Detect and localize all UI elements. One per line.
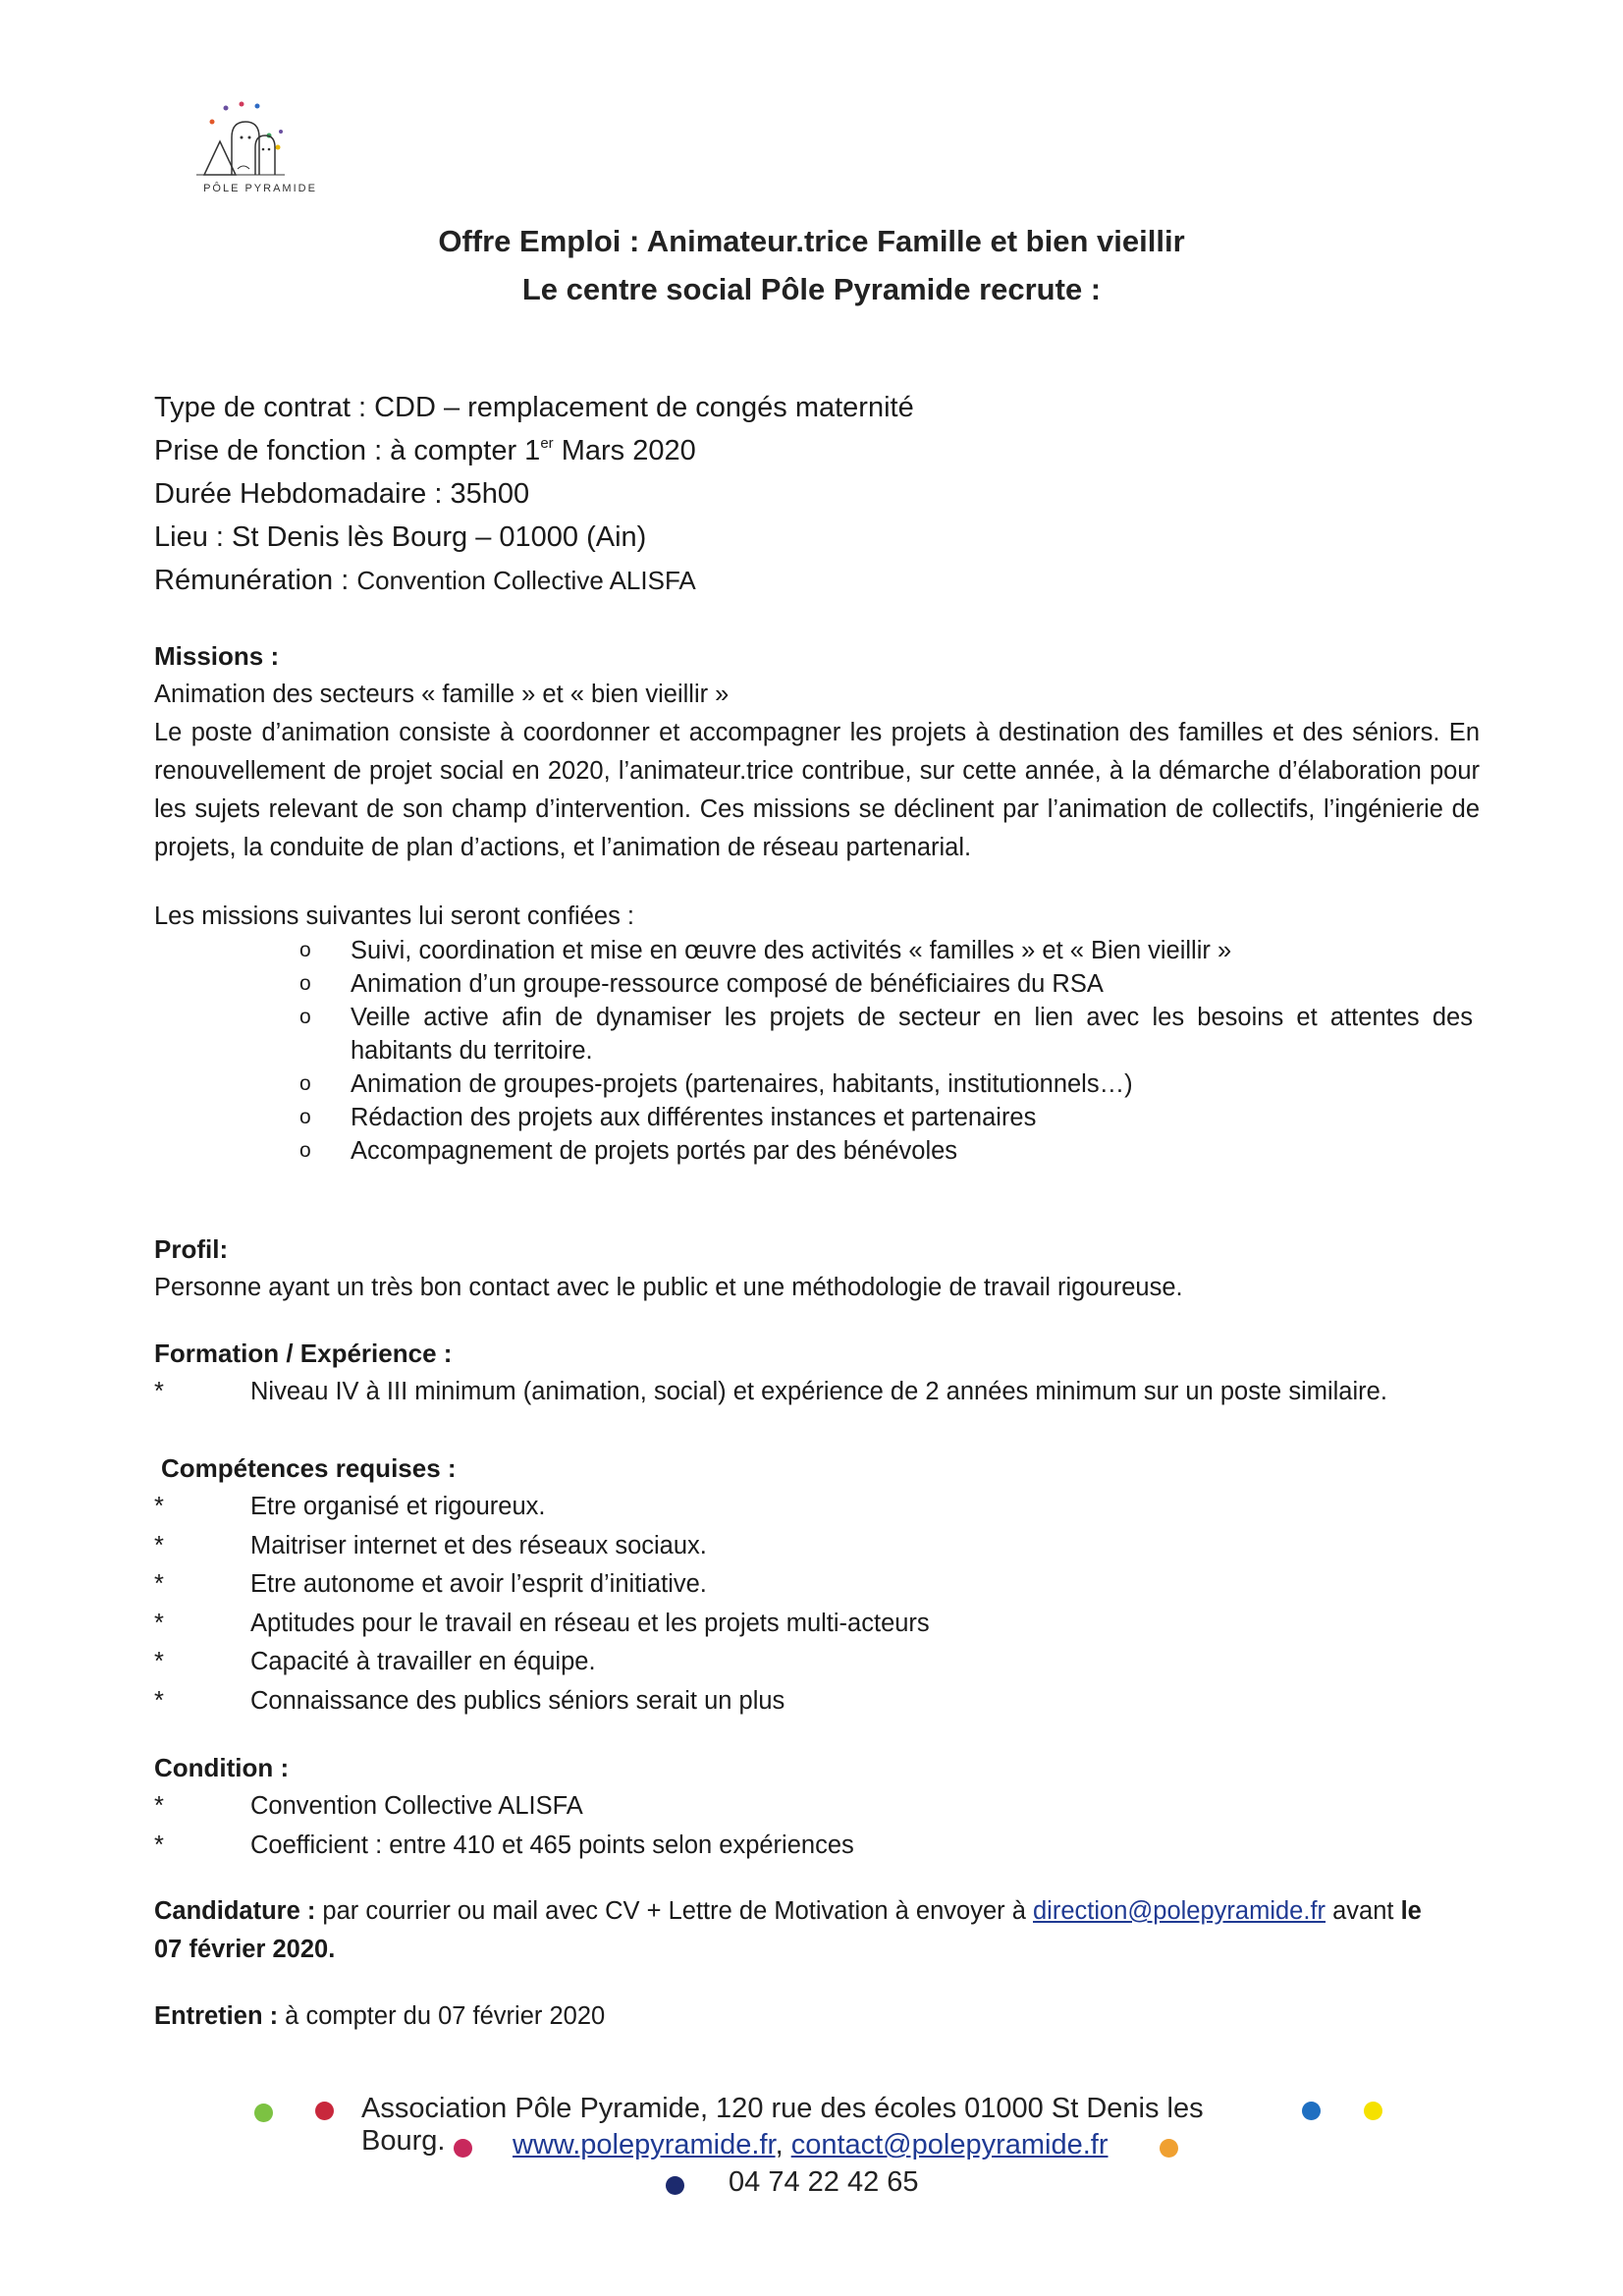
- logo-name: PÔLE PYRAMIDE: [203, 183, 317, 194]
- missions-list-intro: [154, 898, 1480, 936]
- list-item: * Convention Collective ALISFA: [154, 1792, 583, 1820]
- list-item: * Etre autonome et avoir l’esprit d’initiative.: [154, 1570, 707, 1598]
- logo-figures-icon: [187, 98, 334, 187]
- red-dot-icon: [315, 2102, 334, 2120]
- competences-heading: Compétences requises :: [161, 1453, 457, 1483]
- candidature-section: [154, 1892, 1480, 1969]
- candidature-deadline: 07 février 2020.: [154, 1936, 336, 1963]
- profil-section: [154, 1230, 1480, 1307]
- competences-section: [154, 1449, 1480, 1721]
- missions-list: [299, 934, 1473, 1168]
- contract-details: [154, 386, 1480, 602]
- list-item: * Etre organisé et rigoureux.: [154, 1493, 546, 1520]
- contract-type: Type de contrat : CDD – remplacement de congés maternité: [154, 392, 914, 423]
- profil-text: Personne ayant un très bon contact avec le public et une méthodologie de travail rigoureuse.: [154, 1274, 1183, 1301]
- list-item: * Coefficient : entre 410 et 465 points selon expériences: [154, 1831, 854, 1859]
- yellow-dot-icon: [1364, 2102, 1382, 2120]
- list-item: o Rédaction des projets aux différentes instances et partenaires: [299, 1104, 1037, 1131]
- profil-heading: Profil:: [154, 1234, 229, 1264]
- list-item: * Aptitudes pour le travail en réseau et les projets multi-acteurs: [154, 1609, 930, 1637]
- missions-subtitle: Animation des secteurs « famille » et « bien vieillir »: [154, 681, 730, 708]
- formation-section: [154, 1335, 1480, 1412]
- list-item: o Animation de groupes-projets (partenaires, habitants, institutionnels…): [299, 1070, 1133, 1098]
- list-item: * Capacité à travailler en équipe.: [154, 1648, 596, 1675]
- missions-paragraph: Le poste d’animation consiste à coordonner et accompagner les projets à destination des familles et des séniors. En renouvellement de projet social en 2020, l’animateur.trice contribue, sur cette année, à la démarche d’élaboration pour les sujets relevant de son champ d’intervention. Ces missions se déclinent par l’animation de collectifs, l’ingénierie de projets, la conduite de plan d’actions, et l’animation de réseau partenarial.: [154, 719, 1480, 861]
- pole-pyramide-logo: [187, 98, 334, 221]
- remuneration: Rémunération : Convention Collective ALISFA: [154, 565, 696, 596]
- formation-heading: Formation / Expérience :: [154, 1339, 453, 1368]
- list-item: o Accompagnement de projets portés par des bénévoles: [299, 1137, 958, 1165]
- entretien-text: Entretien : à compter du 07 février 2020: [154, 2002, 606, 2030]
- candidature-email-link[interactable]: direction@polepyramide.fr: [1033, 1897, 1326, 1925]
- blue-dot-icon: [1302, 2102, 1321, 2120]
- footer-links: www.polepyramide.fr, contact@polepyramide.fr: [513, 2129, 1109, 2160]
- list-item: * Maitriser internet et des réseaux sociaux.: [154, 1531, 707, 1559]
- footer-phone: 04 74 22 42 65: [729, 2166, 919, 2198]
- condition-section: [154, 1749, 1480, 1865]
- green-dot-icon: [254, 2104, 273, 2122]
- missions-heading: Missions :: [154, 641, 280, 671]
- location: Lieu : St Denis lès Bourg – 01000 (Ain): [154, 521, 647, 553]
- candidature-text: Candidature : par courrier ou mail avec CV + Lettre de Motivation à envoyer à direction@polepyramide.fr avant le: [154, 1897, 1422, 1925]
- list-item: * Connaissance des publics séniors serait un plus: [154, 1686, 785, 1715]
- website-link[interactable]: www.polepyramide.fr: [513, 2129, 776, 2160]
- list-item: o Animation d’un groupe-ressource composé de bénéficiaires du RSA: [299, 970, 1104, 998]
- weekly-hours: Durée Hebdomadaire : 35h00: [154, 478, 530, 510]
- contact-email-link[interactable]: contact@polepyramide.fr: [790, 2129, 1109, 2160]
- footer-address: Association Pôle Pyramide, 120 rue des écoles 01000 St Denis les Bourg.: [361, 2093, 1204, 2157]
- page-title: Offre Emploi : Animateur.trice Famille et bien vieillir: [438, 224, 1185, 258]
- start-date: Prise de fonction : à compter 1er Mars 2020: [154, 435, 696, 466]
- list-intro-text: Les missions suivantes lui seront confiées :: [154, 902, 634, 930]
- list-item: * Niveau IV à III minimum (animation, social) et expérience de 2 années minimum sur un poste similaire.: [154, 1378, 1387, 1405]
- page-subtitle: Le centre social Pôle Pyramide recrute :: [521, 272, 1102, 306]
- missions-section: [154, 637, 1480, 867]
- list-item: o Suivi, coordination et mise en œuvre des activités « familles » et « Bien vieillir »: [299, 937, 1232, 964]
- navy-dot-icon: [666, 2176, 684, 2195]
- list-item: o Veille active afin de dynamiser les projets de secteur en lien avec les besoins et attentes des habitants du territoire.: [299, 1004, 1473, 1065]
- condition-heading: Condition :: [154, 1753, 290, 1782]
- entretien-section: [154, 1997, 1480, 2036]
